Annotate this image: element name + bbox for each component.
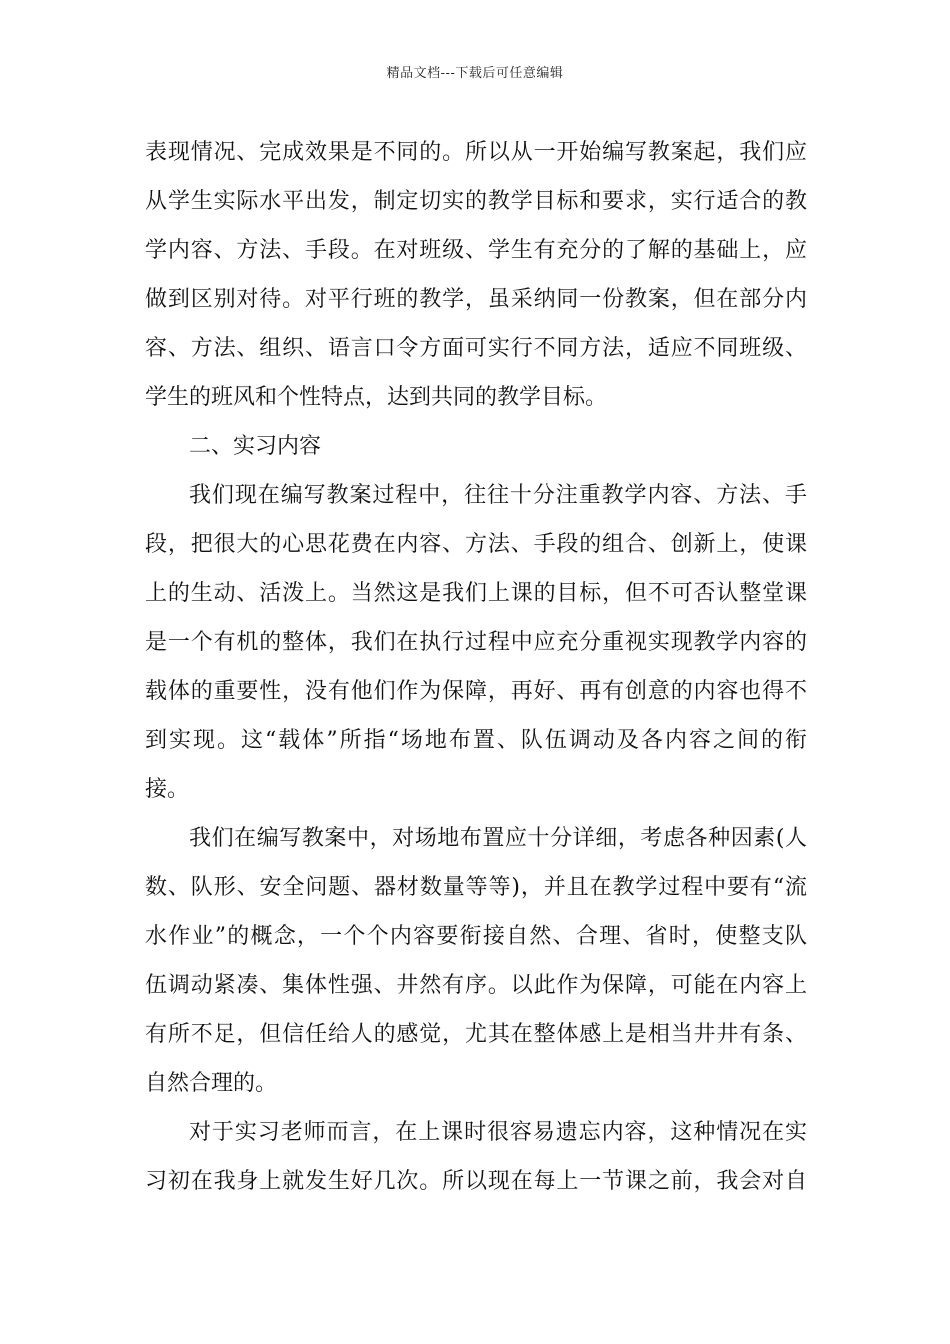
text-line: 对于实习老师而言，在上课时很容易遗忘内容，这种情况在实 — [189, 1120, 807, 1145]
text-line: 我们在编写教案中，对场地布置应十分详细，考虑各种因素(人 — [189, 826, 807, 851]
text-line: 上的生动、活泼上。当然这是我们上课的目标，但不可否认整堂课 — [145, 581, 807, 606]
text-line: 做到区别对待。对平行班的教学，虽采纳同一份教案，但在部分内 — [145, 287, 807, 312]
text-line: 我们现在编写教案过程中，往往十分注重教学内容、方法、手 — [189, 483, 807, 508]
text-line: 是一个有机的整体，我们在执行过程中应充分重视实现教学内容的 — [145, 630, 807, 655]
text-line: 伍调动紧凑、集体性强、井然有序。以此作为保障，可能在内容上 — [145, 973, 807, 998]
text-line: 自然合理的。 — [145, 1071, 278, 1096]
text-line: 表现情况、完成效果是不同的。所以从一开始编写教案起，我们应 — [145, 140, 807, 165]
paragraph-1 — [145, 128, 807, 422]
paragraph-2 — [145, 471, 807, 814]
text-line: 段，把很大的心思花费在内容、方法、手段的组合、创新上，使课 — [145, 532, 807, 557]
text-line: 到实现。这“载体”所指“场地布置、队伍调动及各内容之间的衔 — [145, 728, 807, 753]
text-line: 载体的重要性，没有他们作为保障，再好、再有创意的内容也得不 — [145, 679, 807, 704]
text-line: 接。 — [145, 777, 190, 802]
page-header: 精品文档---下载后可任意编辑 — [386, 66, 564, 81]
text-line: 习初在我身上就发生好几次。所以现在每上一节课之前，我会对自 — [145, 1169, 807, 1194]
text-line: 学内容、方法、手段。在对班级、学生有充分的了解的基础上，应 — [145, 238, 807, 263]
document-body — [145, 128, 807, 1206]
text-line: 容、方法、组织、语言口令方面可实行不同方法，适应不同班级、 — [145, 336, 807, 361]
paragraph-3 — [145, 814, 807, 1108]
text-line: 有所不足，但信任给人的感觉，尤其在整体感上是相当井井有条、 — [145, 1022, 807, 1047]
text-line: 水作业”的概念，一个个内容要衔接自然、合理、省时，使整支队 — [145, 924, 807, 949]
section-heading: 二、实习内容 — [189, 434, 322, 459]
text-line: 学生的班风和个性特点，达到共同的教学目标。 — [145, 385, 608, 410]
text-line: 从学生实际水平出发，制定切实的教学目标和要求，实行适合的教 — [145, 189, 807, 214]
paragraph-4 — [145, 1108, 807, 1206]
text-line: 数、队形、安全问题、器材数量等等)，并且在教学过程中要有“流 — [145, 875, 807, 900]
